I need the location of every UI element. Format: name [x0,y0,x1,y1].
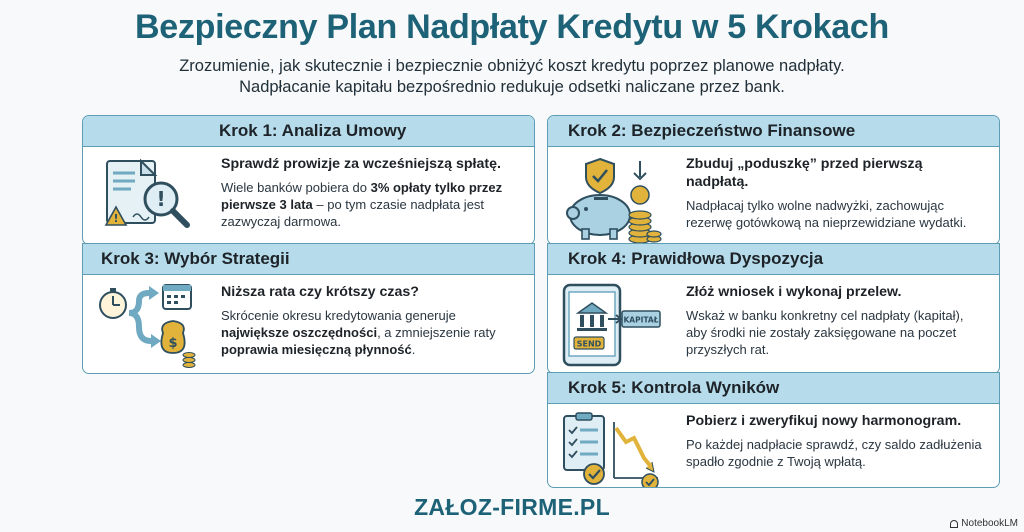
step-4-header: Krok 4: Prawidłowa Dyspozycja [548,244,999,275]
step-card-4 [547,243,1000,374]
document-magnifier-icon [93,155,197,245]
page-title: Bezpieczny Plan Nadpłaty Kredytu w 5 Krokach [135,8,889,46]
notebooklm-logo-icon [950,520,958,528]
step-card-1 [82,115,535,245]
step-card-2 [547,115,1000,245]
step-3-description: Skrócenie okresu kredytowania generuje największe oszczędności, a zmniejszenie raty poprawia miesięczną płynność. [221,308,496,357]
strategy-branch-icon [93,283,197,374]
step-1-header: Krok 1: Analiza Umowy [83,116,534,147]
svg-text:$: $ [168,336,178,351]
step-2-description: Nadpłacaj tylko wolne nadwyżki, zachowując rezerwę gotówkową na nieprzewidziane wydatki. [686,198,967,230]
send-label: SEND [576,339,602,349]
step-5-description: Po każdej nadpłacie sprawdź, czy saldo zadłużenia spadło zgodnie z Twoją wpłatą. [686,437,982,469]
step-card-5 [547,372,1000,488]
subtitle-line-1: Zrozumienie, jak skutecznie i bezpiecznie obniżyć koszt kredytu poprzez planowe nadpłaty. [179,57,845,75]
watermark-label: NotebookLM [961,518,1018,529]
step-1-description: Wiele banków pobiera do 3% opłaty tylko przez pierwsze 3 lata – po tym czasie nadpłata jest zazwyczaj darmowa. [221,180,503,229]
notebooklm-watermark [950,518,1018,529]
step-2-headline: Zbuduj „poduszkę” przed pierwszą nadpłatą. [686,156,923,190]
footer-brand[interactable]: ZAŁOZ-FIRME.PL [414,494,610,520]
step-1-headline: Sprawdź prowizje za wcześniejszą spłatę. [221,156,501,172]
step-5-headline: Pobierz i zweryfikuj nowy harmonogram. [686,413,962,429]
svg-text:!: ! [156,187,166,211]
checklist-declining-chart-icon [558,412,662,488]
step-3-headline: Niższa rata czy krótszy czas? [221,284,419,300]
page-subtitle [0,56,1024,98]
step-4-headline: Złóż wniosek i wykonaj przelew. [686,284,902,300]
piggy-bank-shield-icon [558,155,662,245]
svg-text:!: ! [113,212,119,225]
step-5-header: Krok 5: Kontrola Wyników [548,373,999,404]
step-2-header: Krok 2: Bezpieczeństwo Finansowe [548,116,999,147]
step-card-3 [82,243,535,374]
capital-label: KAPITAŁ [623,315,659,325]
tablet-bank-transfer-icon [558,283,662,374]
subtitle-line-2: Nadpłacanie kapitału bezpośrednio redukuje odsetki naliczane przez bank. [239,78,785,96]
step-4-description: Wskaż w banku konkretny cel nadpłaty (kapitał), aby środki nie zostały zaksięgowane na poczet przyszłych rat. [686,308,964,357]
step-3-header: Krok 3: Wybór Strategii [83,244,534,275]
